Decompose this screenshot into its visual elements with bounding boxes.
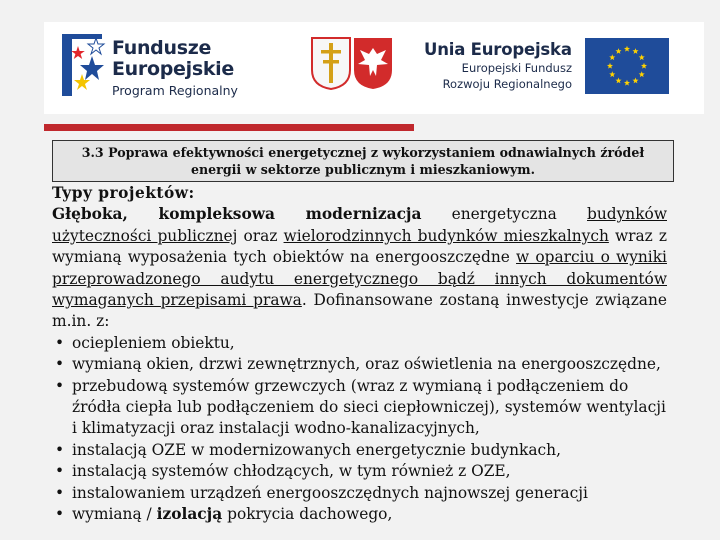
list-item-text-1: wymianą / <box>72 505 157 524</box>
list-item: • instalowaniem urządzeń energooszczędnych najnowszej generacji <box>52 483 667 504</box>
section-title-line2: energii w sektorze publicznym i mieszkaniowym. <box>191 162 535 177</box>
fe-logo-text <box>112 38 238 98</box>
eu-subtitle-line2: Rozwoju Regionalnego <box>442 77 572 91</box>
section-title-line1: 3.3 Poprawa efektywności energetycznej z wykorzystaniem odnawialnych źródeł <box>81 145 645 160</box>
list-item: • wymianą okien, drzwi zewnętrznych, oraz oświetlenia na energooszczędne, <box>52 354 667 375</box>
fe-subtitle: Program Regionalny <box>112 83 238 98</box>
logo-band <box>44 22 704 114</box>
fe-title-line2: Europejskie <box>112 58 234 80</box>
intro-paragraph <box>52 204 667 332</box>
coat-of-arms-eagle-icon <box>354 38 392 89</box>
intro-text-2: oraz <box>237 226 284 245</box>
intro-bold-phrase: Głęboka, kompleksowa modernizacja <box>52 205 422 224</box>
list-item: • instalacją systemów chłodzących, w tym również z OZE, <box>52 461 667 482</box>
eu-title: Unia Europejska <box>424 40 572 59</box>
list-item: • instalacją OZE w modernizowanych energetycznie budynkach, <box>52 440 667 461</box>
investment-list <box>52 333 667 526</box>
list-item-text-2: pokrycia dachowego, <box>222 505 393 524</box>
intro-text-1: energetyczna <box>421 205 587 224</box>
body-content <box>52 183 667 526</box>
section-title <box>52 140 674 182</box>
intro-underlined-3: w oparciu o wyniki przeprowadzonego audytu energetycznego bądź innych dokumentów wymaganych przepisami prawa <box>52 248 667 310</box>
list-item: • przebudową systemów grzewczych (wraz z wymianą i podłączeniem do źródła ciepła lub podłączeniem do sieci ciepłowniczej), systemów wentylacji i klimatyzacji oraz instalacji wodno-kanalizacyjnych, <box>52 376 667 440</box>
red-accent-bar <box>44 124 414 131</box>
eu-logo-text <box>424 40 572 91</box>
fe-title-line1: Fundusze <box>112 37 212 59</box>
intro-text-4: . Dofinansowane zostaną inwestycje związane m.in. z: <box>52 291 667 331</box>
list-item <box>52 504 667 525</box>
intro-text-3: wraz z wymianą wyposażenia tych obiektów na energooszczędne <box>52 226 667 267</box>
eu-flag-icon <box>585 38 669 94</box>
fe-star-logo-icon <box>62 30 108 100</box>
list-item-bold: izolacją <box>156 505 223 524</box>
projects-heading: Typy projektów: <box>52 184 195 202</box>
list-item: • ociepleniem obiektu, <box>52 333 667 354</box>
coat-of-arms-cross-icon <box>312 38 350 89</box>
eu-subtitle-line1: Europejski Fundusz <box>461 61 572 75</box>
intro-underlined-1: budynków użyteczności publicznej <box>52 205 667 245</box>
coat-of-arms <box>310 36 396 90</box>
intro-underlined-2: wielorodzinnych budynków mieszkalnych <box>283 226 609 245</box>
